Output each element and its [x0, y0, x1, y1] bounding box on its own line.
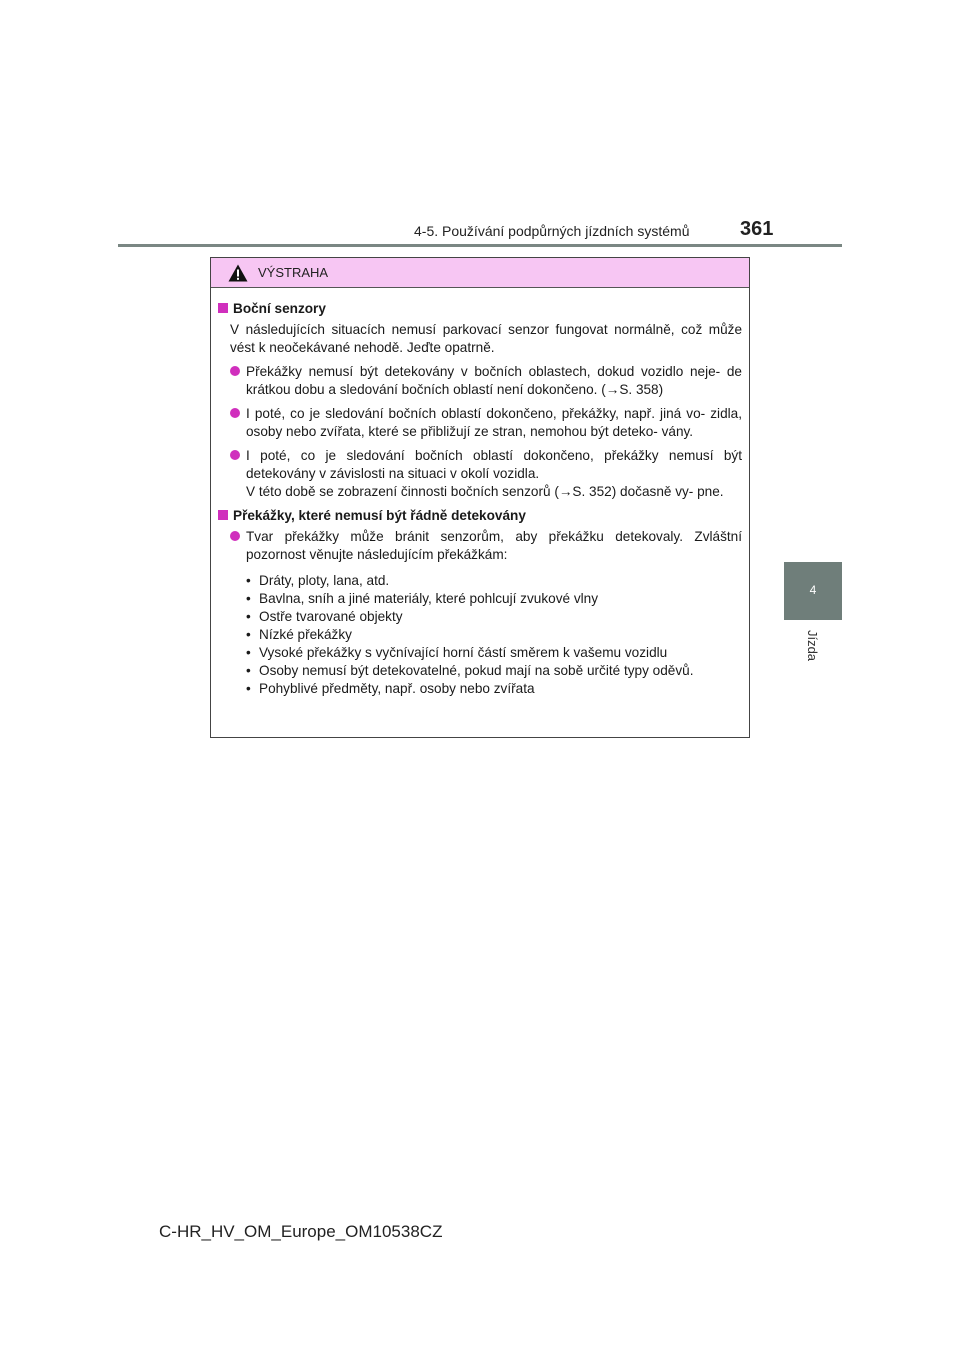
obstacle-text: Nízké překážky	[259, 627, 352, 642]
section-heading	[218, 300, 742, 318]
warning-title: VÝSTRAHA	[258, 265, 329, 280]
list-item	[230, 528, 742, 564]
list-item-text: Překážky nemusí být detekovány v bočních oblastech, dokud vozidlo neje- de krátkou dobu a sledování bočních oblastí není dokončeno. (→S. 358)	[246, 364, 742, 397]
obstacle-text: Vysoké překážky s vyčnívající horní částí směrem k vašemu vozidlu	[259, 645, 668, 660]
warning-box	[210, 257, 750, 738]
obstacle-text: Ostře tvarované objekty	[259, 609, 403, 624]
section-heading-text: Překážky, které nemusí být řádně detekovány	[233, 508, 526, 523]
list-item	[230, 447, 742, 501]
dot-bullet-icon	[230, 531, 240, 541]
chapter-label-text: Jízda	[805, 629, 821, 661]
obstacle-text: Osoby nemusí být detekovatelné, pokud mají na sobě určité typy oděvů.	[259, 663, 694, 678]
section-heading	[218, 507, 742, 525]
list-item-text	[246, 528, 742, 564]
dot-bullet-icon	[230, 450, 240, 460]
obstacle-item: • Dráty, ploty, lana, atd.	[246, 573, 390, 588]
list-item-paragraph: I poté, co je sledování bočních oblastí dokončeno, překážky nemusí být detekovány v závislosti na situaci v okolí vozidla.	[246, 448, 742, 481]
list-item-text	[246, 447, 742, 501]
chapter-tab[interactable]	[784, 562, 842, 620]
page-number: 361	[740, 218, 774, 240]
section-title: 4-5. Používání podpůrných jízdních systémů	[414, 223, 690, 239]
document-code: C-HR_HV_OM_Europe_OM10538CZ	[159, 1222, 443, 1241]
list-item-paragraph: Tvar překážky může bránit senzorům, aby překážku detekovaly. Zvláštní pozornost věnujte následujícím překážkám:	[246, 529, 742, 562]
dot-bullet-icon	[230, 366, 240, 376]
warning-triangle-icon	[228, 264, 248, 282]
obstacle-item: • Pohyblivé předměty, např. osoby nebo zvířata	[246, 681, 535, 696]
list-item-paragraph: V této době se zobrazení činnosti bočních senzorů (→S. 352) dočasně vy- pne.	[246, 484, 724, 499]
obstacle-text: Bavlna, sníh a jiné materiály, které pohlcují zvukové vlny	[259, 591, 599, 606]
square-bullet-icon	[218, 303, 228, 313]
header-rule	[118, 244, 842, 247]
warning-header	[211, 258, 749, 288]
obstacle-text: Dráty, ploty, lana, atd.	[259, 573, 390, 588]
chapter-label	[781, 620, 845, 670]
obstacle-text: Pohyblivé předměty, např. osoby nebo zvířata	[259, 681, 535, 696]
list-item	[230, 405, 742, 441]
section-intro: V následujících situacích nemusí parkovací senzor fungovat normálně, což může vést k neočekávané nehodě. Jeďte opatrně.	[230, 322, 742, 355]
list-item-text: I poté, co je sledování bočních oblastí dokončeno, překážky, např. jiná vo- zidla, osoby nebo zvířata, které se přibližují ze stran, nemohou být deteko- vány.	[246, 406, 742, 439]
obstacle-item: • Ostře tvarované objekty	[246, 609, 403, 624]
obstacle-item: • Vysoké překážky s vyčnívající horní částí směrem k vašemu vozidlu	[246, 645, 668, 660]
obstacle-list	[246, 572, 742, 698]
obstacle-item: • Bavlna, sníh a jiné materiály, které pohlcují zvukové vlny	[246, 591, 599, 606]
dot-bullet-icon	[230, 408, 240, 418]
list-item	[230, 363, 742, 399]
square-bullet-icon	[218, 510, 228, 520]
obstacle-item: • Osoby nemusí být detekovatelné, pokud mají na sobě určité typy oděvů.	[246, 663, 694, 678]
chapter-number: 4	[809, 583, 817, 597]
warning-body	[211, 288, 749, 698]
section-heading-text: Boční senzory	[233, 301, 326, 316]
obstacle-item: • Nízké překážky	[246, 627, 352, 642]
